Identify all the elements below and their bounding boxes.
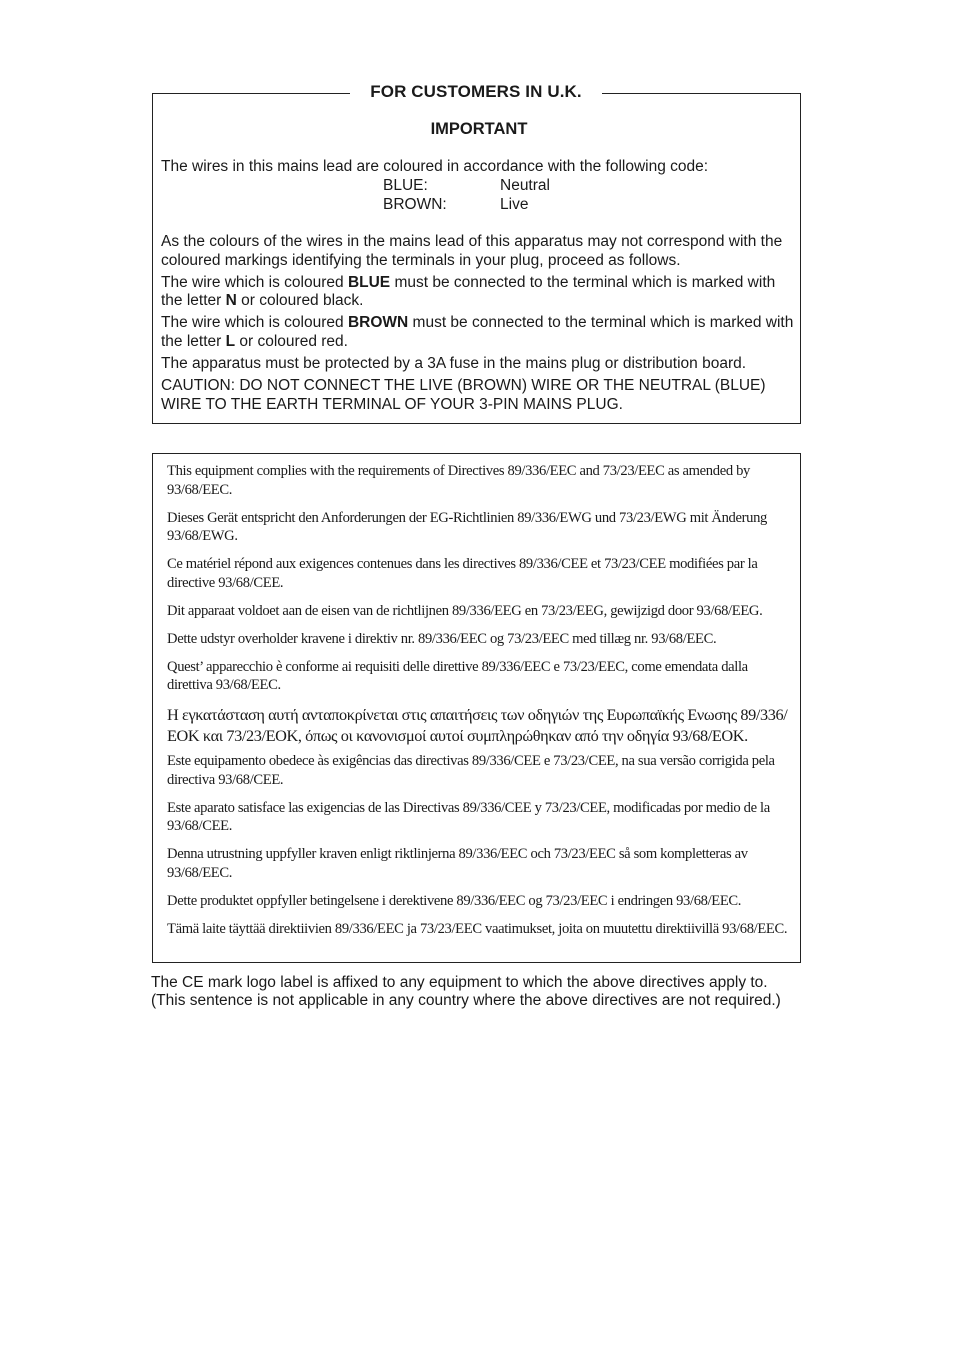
directive-dutch: Dit apparaat voldoet aan de eisen van de richtlijnen 89/336/EEG en 73/23/EEG, gewijzigd door 93/68/EEG. [167,602,763,619]
colour-mismatch-paragraph: As the colours of the wires in the mains lead of this apparatus may not correspond with the coloured markings identifying the terminals in your plug, proceed as follows. [161,233,783,269]
uk-notice-content [161,118,797,414]
text-fragment: The wire which is coloured [161,273,348,291]
fuse-paragraph: The apparatus must be protected by a 3A fuse in the mains plug or distribution board. [161,355,747,373]
emphasis-brown: BROWN [347,314,409,332]
text-fragment: or coloured red. [235,332,348,350]
directive-greek: Η εγκατάσταση αυτή ανταποκρίνεται στις απαιτήσεις των οδηγιών της Ευρωπαϊκής Ενωσης 89/336/ΕΟΚ και 73/23/ΕΟΚ, όπως οι κανονισμοί αυτοί συμπληρώθηκαν από την οδηγία 93/68/ΕΟΚ. [167,705,788,745]
wire-meaning: Neutral [500,177,550,195]
wire-code-intro: The wires in this mains lead are coloured in accordance with the following code: [161,158,709,175]
text-fragment: The wire which is coloured [161,314,348,332]
brown-wire-paragraph [161,314,797,351]
wire-colour: BLUE: [383,177,428,195]
wire-colour: BROWN: [383,196,447,214]
text-fragment: or coloured black. [236,292,364,310]
wire-code-row-blue [383,176,797,195]
ce-note-line-2: (This sentence is not applicable in any country where the above directives are not required.) [151,992,781,1009]
directive-spanish: Este aparato satisface las exigencias de las Directivas 89/336/CEE y 73/23/CEE, modificadas por medio de la 93/68/CEE. [167,799,770,834]
directive-english: This equipment complies with the requirements of Directives 89/336/EEC and 73/23/EEC as amended by 93/68/EEC. [167,463,750,498]
emphasis-letter-l: L [225,332,236,350]
ce-mark-note [151,974,802,1010]
directive-finnish: Tämä laite täyttää direktiivien 89/336/EEC ja 73/23/EEC vaatimukset, joita on muutettu direktiivillä 93/68/EEC. [167,920,788,937]
directive-norwegian: Dette produktet oppfyller betingelsene i derektivene 89/336/EEC og 73/23/EEC i endringen 93/68/EEC. [167,892,742,909]
directive-italian: Quest’ apparecchio è conforme ai requisiti delle direttive 89/336/EEC e 73/23/EEC, come emendata dalla direttiva 93/68/EEC. [167,658,748,693]
ce-note-line-1: The CE mark logo label is affixed to any equipment to which the above directives apply to. [151,974,768,991]
emphasis-blue: BLUE [347,273,391,291]
text-fragment: must be connected to the terminal which is marked with the letter [161,273,776,310]
directive-german: Dieses Gerät entspricht den Anforderungen der EG-Richtlinien 89/336/EWG und 73/23/EWG mit Änderung 93/68/EWG. [167,509,767,544]
wire-code-row-brown [383,195,797,214]
directive-french: Ce matériel répond aux exigences contenues dans les directives 89/336/CEE et 73/23/CEE modifiées par la directive 93/68/CEE. [167,556,758,591]
directive-danish: Dette udstyr overholder kravene i direktiv nr. 89/336/EEC og 73/23/EEC med tillæg nr. 93/68/EEC. [167,630,717,647]
directive-portuguese: Este equipamento obedece às exigências das directivas 89/336/CEE e 73/23/CEE, na sua versão corrigida pela directiva 93/68/CEE. [167,753,775,788]
blue-wire-paragraph [161,274,797,311]
wire-code-table [383,176,797,214]
emphasis-letter-n: N [225,292,237,310]
caution-paragraph: CAUTION: DO NOT CONNECT THE LIVE (BROWN) WIRE OR THE NEUTRAL (BLUE) WIRE TO THE EARTH TERMINAL OF YOUR 3-PIN MAINS PLUG. [161,377,766,413]
important-heading: IMPORTANT [430,120,528,138]
uk-notice-heading: FOR CUSTOMERS IN U.K. [350,81,602,103]
wire-meaning: Live [500,196,529,214]
text-fragment: must be connected to the terminal which is marked with the letter [161,314,794,350]
directive-swedish: Denna utrustning uppfyller kraven enligt riktlinjerna 89/336/EEC och 73/23/EEC så som kompletteras av 93/68/EEC. [167,846,748,881]
directives-content [167,462,791,948]
